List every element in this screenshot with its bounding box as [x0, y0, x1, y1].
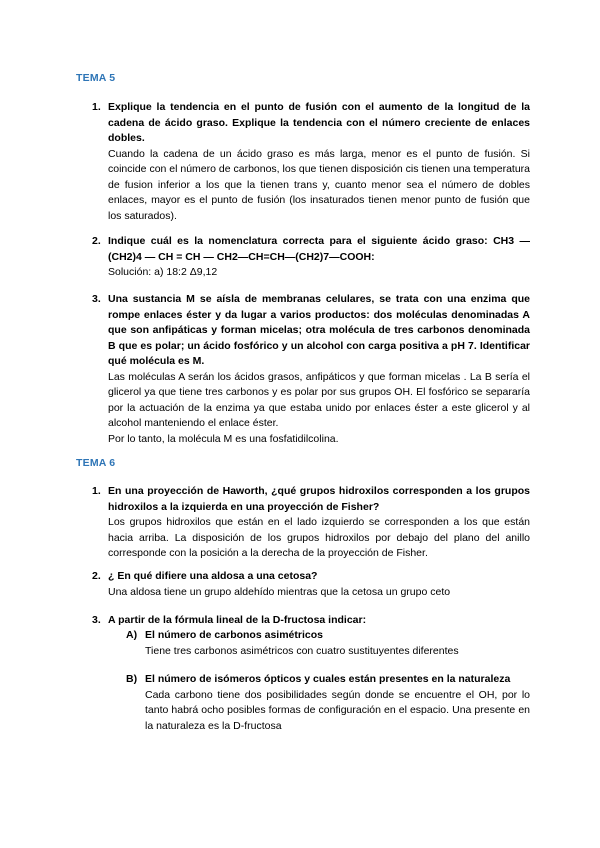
tema6-question-3-part-b	[126, 672, 530, 734]
question-text: A partir de la fórmula lineal de la D-fructosa indicar:	[108, 614, 367, 626]
answer-conclusion: Por lo tanto, la molécula M es una fosfatidilcolina.	[108, 432, 339, 445]
sub-answer-text: Tiene tres carbonos asimétricos con cuatro sustituyentes diferentes	[145, 644, 459, 657]
question-number: 3.	[92, 614, 101, 626]
sub-label: B)	[126, 673, 138, 685]
answer-text: Una aldosa tiene un grupo aldehído mientras que la cetosa un grupo ceto	[108, 585, 451, 598]
question-text: ¿ En qué difiere una aldosa a una cetosa?	[108, 570, 318, 582]
tema-5-heading: TEMA 5	[76, 72, 116, 84]
question-text: Una sustancia M se aísla de membranas celulares, se trata con una enzima que rompe enlaces éster y da lugar a varios productos: dos moléculas denominadas A que son anfipáticas y forman micelas; otra molécula de tres carbonos denominada B que es polar; un ácido fosfórico y un alcohol con carga positiva a pH 7. Identificar qué molécula es M.	[108, 293, 530, 367]
tema5-question-3	[92, 292, 530, 447]
question-text: Explique la tendencia en el punto de fusión con el aumento de la longitud de la cadena de ácido graso. Explique la tendencia con el número creciente de enlaces dobles.	[108, 101, 530, 144]
sub-question-text: El número de carbonos asimétricos	[145, 629, 323, 641]
question-number: 2.	[92, 570, 101, 582]
question-text: Indique cuál es la nomenclatura correcta para el siguiente ácido graso: CH3 —(CH2)4 — CH = CH — CH2—CH=CH—(CH2)7—COOH:	[108, 235, 530, 263]
question-number: 1.	[92, 485, 101, 497]
tema6-question-3	[92, 613, 530, 629]
answer-text: Solución: a) 18:2 Δ9,12	[108, 266, 218, 278]
answer-text: Los grupos hidroxilos que están en el lado izquierdo se corresponden a los que están hacia arriba. La disposición de los grupos hidroxilos por debajo del plano del anillo corresponde con la posición a la derecha de la proyección de Fisher.	[108, 516, 530, 559]
answer-text: Las moléculas A serán los ácidos grasos, anfipáticos y que forman micelas . La B sería el glicerol ya que tiene tres carbonos y es polar por sus grupos OH. El fosfórico se separaría por la actuación de la enzima ya que estaba unido por enlaces éster a este glicerol y al alcohol manteniendo el enlace éster.	[108, 370, 530, 429]
sub-label: A)	[126, 629, 138, 641]
tema5-question-1	[92, 100, 530, 224]
question-number: 3.	[92, 293, 101, 305]
sub-answer-text: Cada carbono tiene dos posibilidades según donde se encuentre el OH, por lo tanto habrá ocho posibles formas de configuración en el espacio. Una presente en la naturaleza es la D-fructosa	[145, 688, 530, 732]
tema5-question-2	[92, 234, 530, 281]
tema6-question-1	[92, 484, 530, 562]
question-number: 1.	[92, 101, 101, 113]
answer-text: Cuando la cadena de un ácido graso es más larga, menor es el punto de fusión. Si coincide con el número de carbonos, los que tienen disposición cis tienen una temperatura de fusion inferior a los que la tienen trans y, cuanto menor sea el número de dobles enlaces, mayor es el punto de fusión (los insaturados tienen menor punto de fusión que los saturados).	[108, 147, 531, 222]
tema6-question-2	[92, 569, 530, 600]
question-number: 2.	[92, 235, 101, 247]
question-text: En una proyección de Haworth, ¿qué grupos hidroxilos corresponden a los grupos hidroxilos a la izquierda en una proyección de Fisher?	[108, 485, 530, 513]
sub-question-text: El número de isómeros ópticos y cuales están presentes en la naturaleza	[145, 673, 511, 685]
tema-6-heading: TEMA 6	[76, 457, 116, 469]
tema6-question-3-part-a	[126, 628, 530, 659]
